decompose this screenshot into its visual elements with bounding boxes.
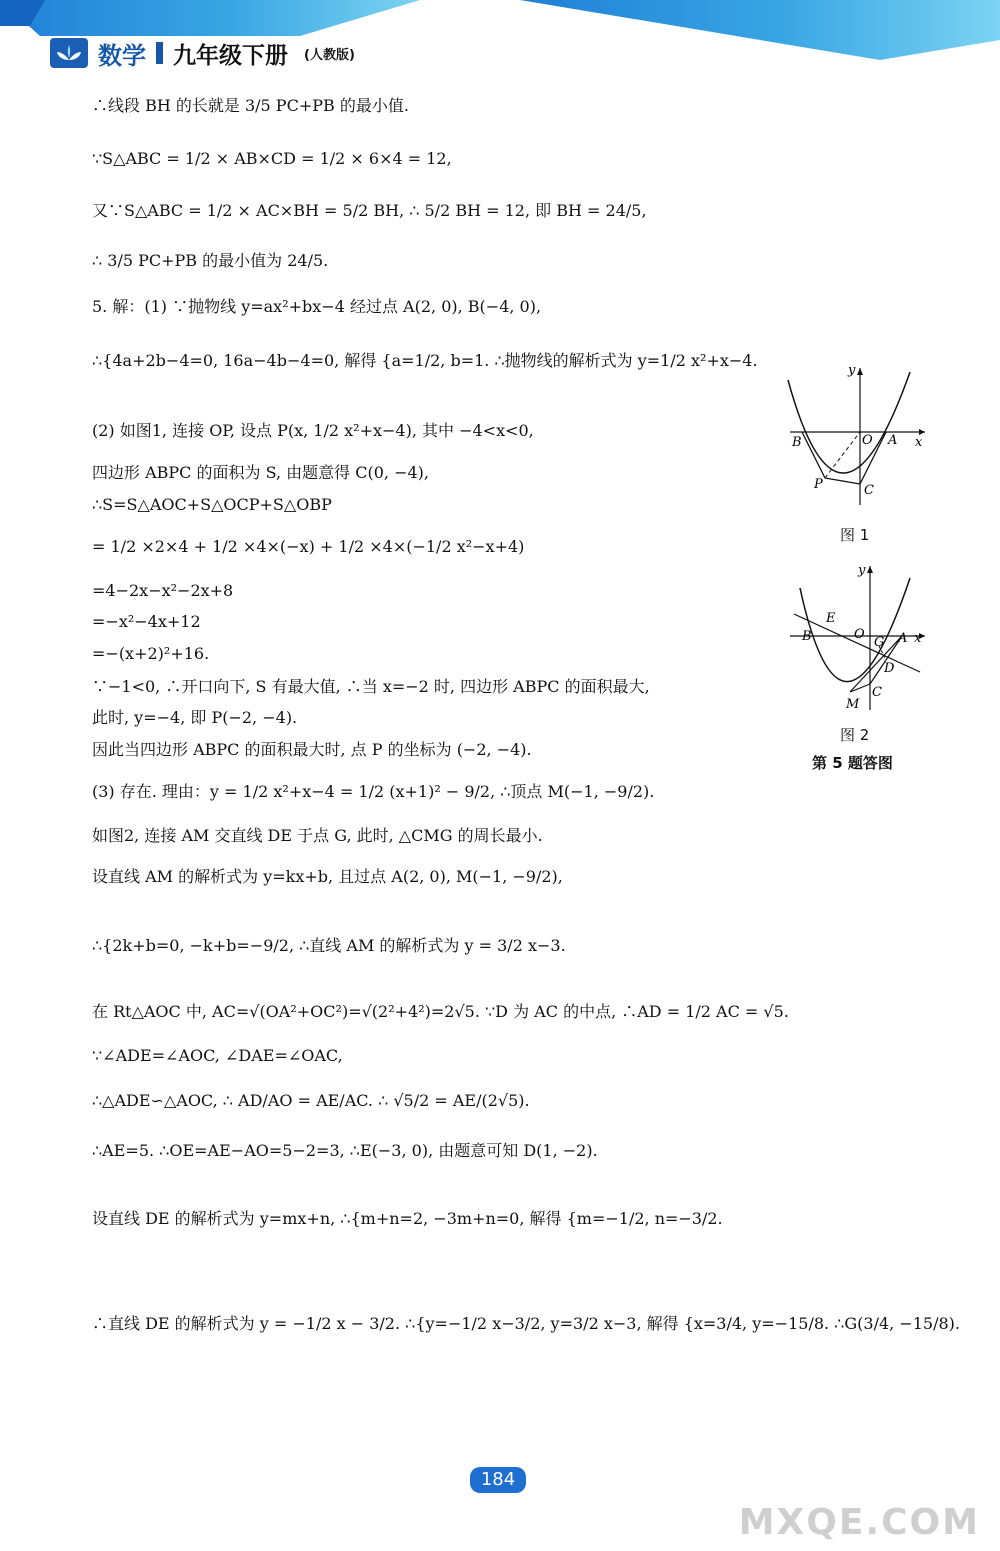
text-line: ∴△ADE∽△AOC, ∴ AD/AO = AE/AC. ∴ √5/2 = AE/(2√5). <box>92 1091 530 1110</box>
text-line: = 1/2 ×2×4 + 1/2 ×4×(−x) + 1/2 ×4×(−1/2 x²−x+4) <box>92 537 525 556</box>
label-c: C <box>864 483 874 498</box>
label-o: O <box>862 433 873 448</box>
label-g: G <box>874 635 885 650</box>
text-line: ∵∠ADE=∠AOC, ∠DAE=∠OAC, <box>92 1046 343 1065</box>
header-title <box>50 33 355 73</box>
text-line: ∴{2k+b=0, −k+b=−9/2, ∴直线 AM 的解析式为 y = 3/2 x−3. <box>92 936 566 955</box>
text-line: 设直线 DE 的解析式为 y=mx+n, ∴{m+n=2, −3m+n=0, 解得 {m=−1/2, n=−3/2. <box>92 1209 723 1228</box>
book-logo-icon <box>50 38 88 68</box>
text-line: 此时, y=−4, 即 P(−2, −4). <box>92 708 298 727</box>
label-c: C <box>872 685 882 700</box>
label-b: B <box>802 629 812 644</box>
figure-2-caption: 图 2 <box>840 726 870 744</box>
segment-op <box>825 432 860 478</box>
label-x: x <box>915 435 923 450</box>
figure-1-diagram <box>780 360 930 510</box>
label-y: y <box>858 563 866 578</box>
label-e: E <box>826 611 836 626</box>
label-x: x <box>914 631 922 646</box>
header-divider <box>156 42 163 64</box>
header-edition: (人教版) <box>304 47 355 63</box>
text-line: ∴S=S△AOC+S△OCP+S△OBP <box>92 495 332 514</box>
watermark-text: MXQE.COM <box>738 1502 980 1543</box>
figure-1-caption: 图 1 <box>840 526 870 544</box>
header-grade: 九年级下册 <box>173 42 288 69</box>
text-line: ∴{4a+2b−4=0, 16a−4b−4=0, 解得 {a=1/2, b=1. ∴抛物线的解析式为 y=1/2 x²+x−4. <box>92 351 758 370</box>
text-line: 5. 解：(1) ∵抛物线 y=ax²+bx−4 经过点 A(2, 0), B(−4, 0), <box>92 297 542 316</box>
label-a: A <box>898 631 908 646</box>
label-m: M <box>846 697 860 712</box>
page-number: 184 <box>470 1467 526 1493</box>
label-o: O <box>854 627 865 642</box>
label-d: D <box>884 661 895 676</box>
text-line: 如图2, 连接 AM 交直线 DE 于点 G, 此时, △CMG 的周长最小. <box>92 826 543 845</box>
text-line: ∴直线 DE 的解析式为 y = −1/2 x − 3/2. ∴{y=−1/2 x−3/2, y=3/2 x−3, 解得 {x=3/4, y=−15/8. ∴G(3/4, −15/8). <box>92 1314 960 1333</box>
text-line: ∵−1<0, ∴开口向下, S 有最大值, ∴当 x=−2 时, 四边形 ABPC 的面积最大, <box>92 677 650 696</box>
text-line: ∴线段 BH 的长就是 3/5 PC+PB 的最小值. <box>92 96 409 115</box>
text-line: (2) 如图1, 连接 OP, 设点 P(x, 1/2 x²+x−4), 其中 −4<x<0, <box>92 421 534 440</box>
text-line: 在 Rt△AOC 中, AC=√(OA²+OC²)=√(2²+4²)=2√5. ∵D 为 AC 的中点, ∴AD = 1/2 AC = √5. <box>92 1002 789 1021</box>
text-line: ∴AE=5. ∴OE=AE−AO=5−2=3, ∴E(−3, 0), 由题意可知 D(1, −2). <box>92 1141 598 1160</box>
label-a: A <box>888 433 898 448</box>
figure-2-diagram <box>780 560 930 715</box>
text-line: =−x²−4x+12 <box>92 612 201 631</box>
y-axis-arrow <box>857 368 863 375</box>
label-p: P <box>814 477 823 492</box>
text-line: 四边形 ABPC 的面积为 S, 由题意得 C(0, −4), <box>92 463 429 482</box>
label-y: y <box>848 363 856 378</box>
y-axis-arrow <box>867 566 873 573</box>
header-subject: 数学 <box>98 41 146 70</box>
header-banner <box>0 0 1000 90</box>
watermark-logo <box>739 1502 980 1543</box>
label-b: B <box>792 435 802 450</box>
text-line: =−(x+2)²+16. <box>92 644 210 663</box>
text-line: 设直线 AM 的解析式为 y=kx+b, 且过点 A(2, 0), M(−1, −9/2), <box>92 867 563 886</box>
segment-pc <box>825 478 860 484</box>
segment-bp <box>802 432 825 478</box>
text-line: =4−2x−x²−2x+8 <box>92 581 234 600</box>
text-line: ∵S△ABC = 1/2 × AB×CD = 1/2 × 6×4 = 12, <box>92 149 452 168</box>
text-line: 又∵S△ABC = 1/2 × AC×BH = 5/2 BH, ∴ 5/2 BH = 12, 即 BH = 24/5, <box>92 201 647 220</box>
answer-figure-caption: 第 5 题答图 <box>812 754 893 772</box>
text-line: 因此当四边形 ABPC 的面积最大时, 点 P 的坐标为 (−2, −4). <box>92 740 532 759</box>
parabola <box>788 372 910 473</box>
text-line: (3) 存在. 理由：y = 1/2 x²+x−4 = 1/2 (x+1)² − 9/2, ∴顶点 M(−1, −9/2). <box>92 782 655 801</box>
text-line: ∴ 3/5 PC+PB 的最小值为 24/5. <box>92 251 329 270</box>
